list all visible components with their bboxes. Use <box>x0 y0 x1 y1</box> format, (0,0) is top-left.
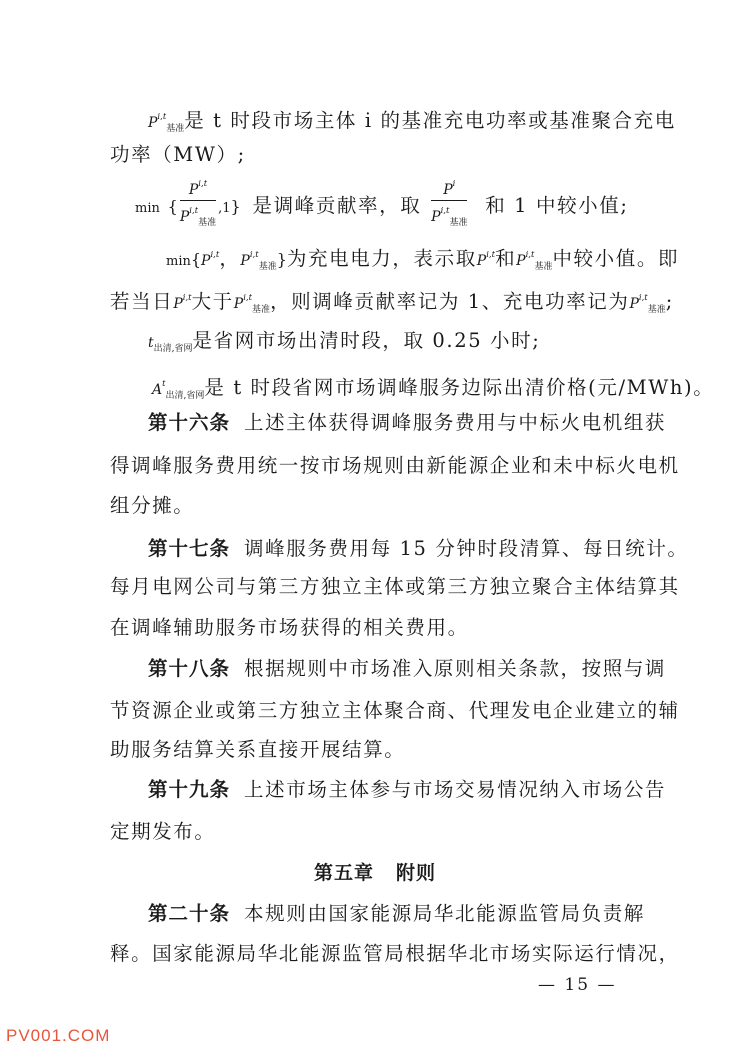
article-20-line-2: 释。国家能源局华北能源监管局根据华北市场实际运行情况， <box>110 942 680 965</box>
page-number: — 15 — <box>538 975 617 995</box>
article-17-title: 第十七条 <box>148 537 231 560</box>
formula-p-base: P$^{i,t}_{基准}$ <box>148 112 185 134</box>
article-16: 第十六条 上述主体获得调峰服务费用与中标火电机组获 <box>148 411 667 434</box>
formula-fraction-1: $\frac{P^{i,t}}{P^{i,t}_{基准}}$ <box>180 175 216 232</box>
definition-charge-power-cont: 若当日P$^{i,t}$大于P$^{i,t}_{基准}$，则调峰贡献率记为 1、充电功率记为P$^{i,t}_{基准}$; <box>110 290 674 315</box>
article-16-line-2: 得调峰服务费用统一按市场规则由新能源企业和未中标火电机 <box>110 454 680 477</box>
article-17: 第十七条 调峰服务费用每 15 分钟时段清算、每日统计。 <box>148 537 689 560</box>
article-19-title: 第十九条 <box>148 778 231 801</box>
article-20: 第二十条 本规则由国家能源局华北能源监管局负责解 <box>148 902 645 925</box>
site-watermark: PV001.COM <box>6 1026 111 1045</box>
article-16-title: 第十六条 <box>148 411 231 434</box>
formula-fraction-2: $\frac{P^i}{P^{i,t}_{基准}}$ <box>431 175 467 232</box>
article-20-title: 第二十条 <box>148 902 231 925</box>
article-17-line-2: 每月电网公司与第三方独立主体或第三方独立聚合主体结算其 <box>110 575 680 598</box>
definition-clearing-period: $t_{出清,省网}$是省网市场出清时段，取 0.25 小时; <box>148 329 541 354</box>
article-19-line-2: 定期发布。 <box>110 820 216 843</box>
definition-contribution-rate: min { $\frac{P^{i,t}}{P^{i,t}_{基准}}$ ,1} 是调峰贡献率，取 $\frac{P^i}{P^{i,t}_{基准}}$ 和 1 中较小值; <box>135 178 683 222</box>
definition-base-power: P$^{i,t}_{基准}$是 t 时段市场主体 i 的基准充电功率或基准聚合充电 <box>148 109 676 134</box>
definition-clearing-price: $A^t_{出清,省网}$是 t 时段省网市场调峰服务边际出清价格(元/MWh)。 <box>152 376 715 401</box>
article-19: 第十九条 上述市场主体参与市场交易情况纳入市场公告 <box>148 778 667 801</box>
chapter-heading <box>0 859 750 887</box>
article-18-title: 第十八条 <box>148 657 231 680</box>
definition-base-power-cont: 功率（MW）; <box>110 143 246 166</box>
article-18: 第十八条 根据规则中市场准入原则相关条款，按照与调 <box>148 657 667 680</box>
article-18-line-2: 节资源企业或第三方独立主体聚合商、代理发电企业建立的辅 <box>110 699 680 722</box>
chapter-name: 附则 <box>396 862 437 884</box>
article-16-line-3: 组分摊。 <box>110 494 195 517</box>
chapter-number: 第五章 <box>313 862 374 884</box>
definition-charge-power: $\min\{P^{i,t}$，P$^{i,t}_{基准}$}为充电电力，表示取P$^{i,t}$和P$^{i,t}_{基准}$中较小值。即 <box>166 247 680 272</box>
article-18-line-3: 助服务结算关系直接开展结算。 <box>110 738 406 761</box>
article-17-line-3: 在调峰辅助服务市场获得的相关费用。 <box>110 616 469 639</box>
